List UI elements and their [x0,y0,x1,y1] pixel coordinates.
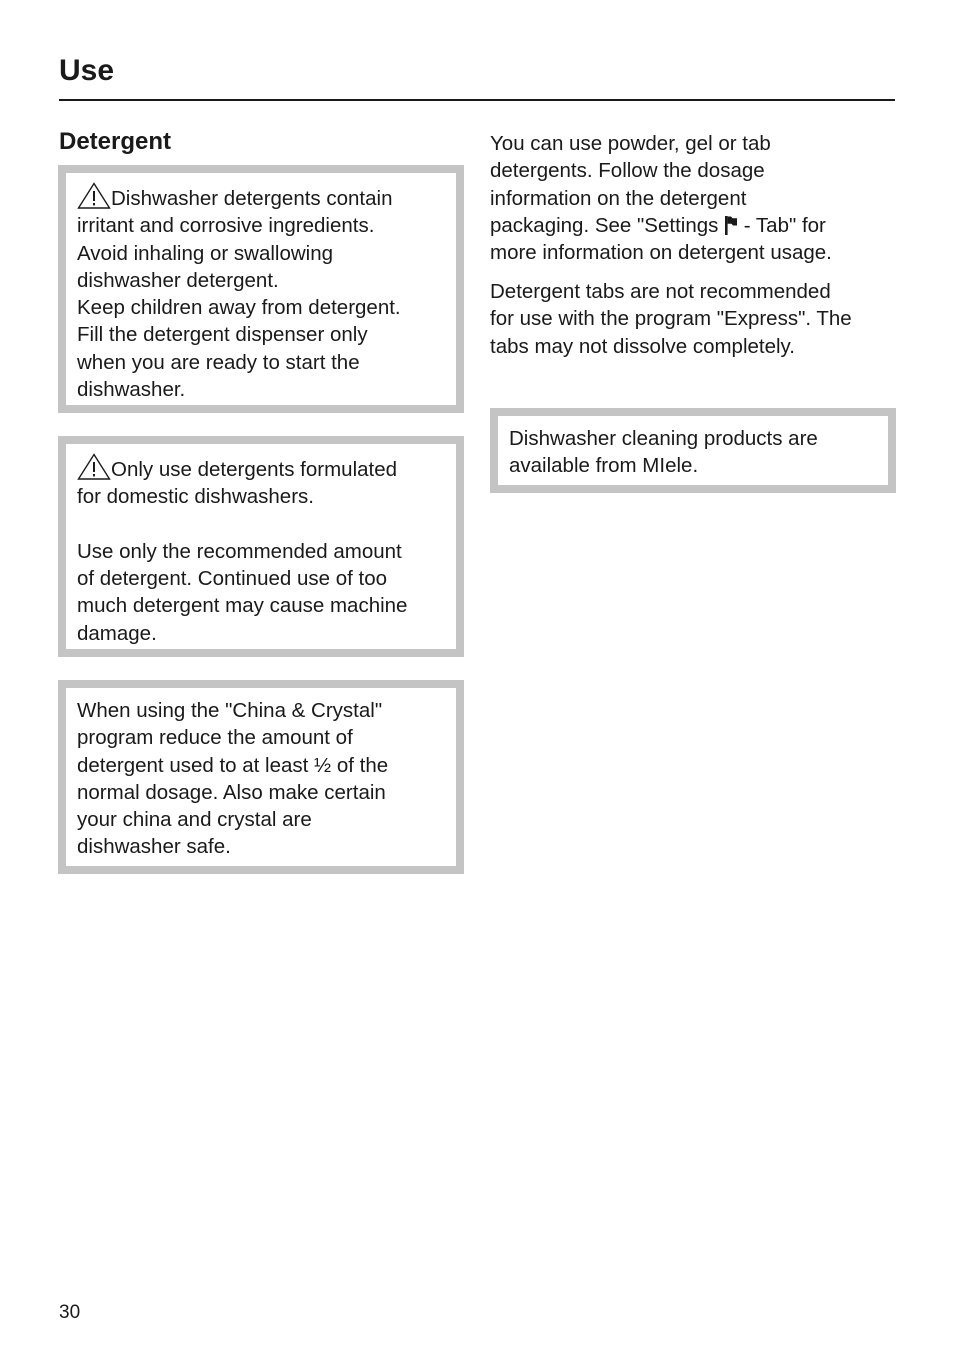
body-line: detergents. Follow the dosage [490,159,765,183]
body-line: packaging. See "Settings [490,213,719,237]
warning-line: for domestic dishwashers. [77,485,314,509]
body-line: Detergent tabs are not recommended [490,280,831,303]
page-number: 30 [59,1302,81,1323]
section-title-detergent: Detergent [59,128,172,155]
body-line: tabs may not dissolve completely. [490,334,795,358]
warning-text-corrosive [77,182,450,403]
warning-line: much detergent may cause machine [77,594,408,618]
body-line: for use with the program "Express". The [490,307,852,331]
note-line: dishwasher safe. [77,835,231,859]
warning-line: Fill the detergent dispenser only [77,323,368,347]
warning-line: Keep children away from detergent. [77,296,401,320]
warning-line: of detergent. Continued use of too [77,567,388,591]
settings-flag-icon [724,215,738,235]
warning-text-domestic [77,453,450,511]
body-line: - Tab" for [738,213,826,237]
warning-triangle-icon [77,453,111,480]
page-title: Use [59,54,115,87]
note-line: normal dosage. Also make certain [77,780,386,804]
warning-line: Only use detergents formulated [111,458,398,481]
note-box-cleaning-products [490,408,896,493]
note-line: program reduce the amount of [77,726,353,750]
warning-line: Dishwasher detergents contain [111,187,393,210]
warning-line: Use only the recommended amount [77,539,402,563]
warning-line: damage. [77,621,157,645]
title-divider [59,99,895,101]
warning-box-corrosive [58,165,464,413]
warning-triangle-icon [77,182,111,209]
note-line: When using the "China & Crystal" [77,699,383,722]
warning-text-amount [77,538,450,647]
warning-line: when you are ready to start the [77,350,360,374]
note-text-china-crystal [77,697,450,861]
note-line: detergent used to at least ½ of the [77,753,389,777]
note-text-cleaning-products [509,425,882,480]
warning-line: Avoid inhaling or swallowing [77,241,334,265]
note-box-china-crystal [58,680,464,874]
warning-line: dishwasher. [77,378,186,402]
body-line: information on the detergent [490,186,747,210]
warning-line: irritant and corrosive ingredients. [77,214,375,238]
note-line: Dishwasher cleaning products are [509,427,818,450]
body-line: more information on detergent usage. [490,241,832,265]
body-line: You can use powder, gel or tab [490,132,771,155]
paragraph-detergent-types [490,130,900,266]
paragraph-tabs-express [490,278,900,360]
note-line: your china and crystal are [77,808,312,832]
note-line: available from MIele. [509,454,699,478]
warning-box-domestic [58,436,464,657]
warning-line: dishwasher detergent. [77,268,279,292]
